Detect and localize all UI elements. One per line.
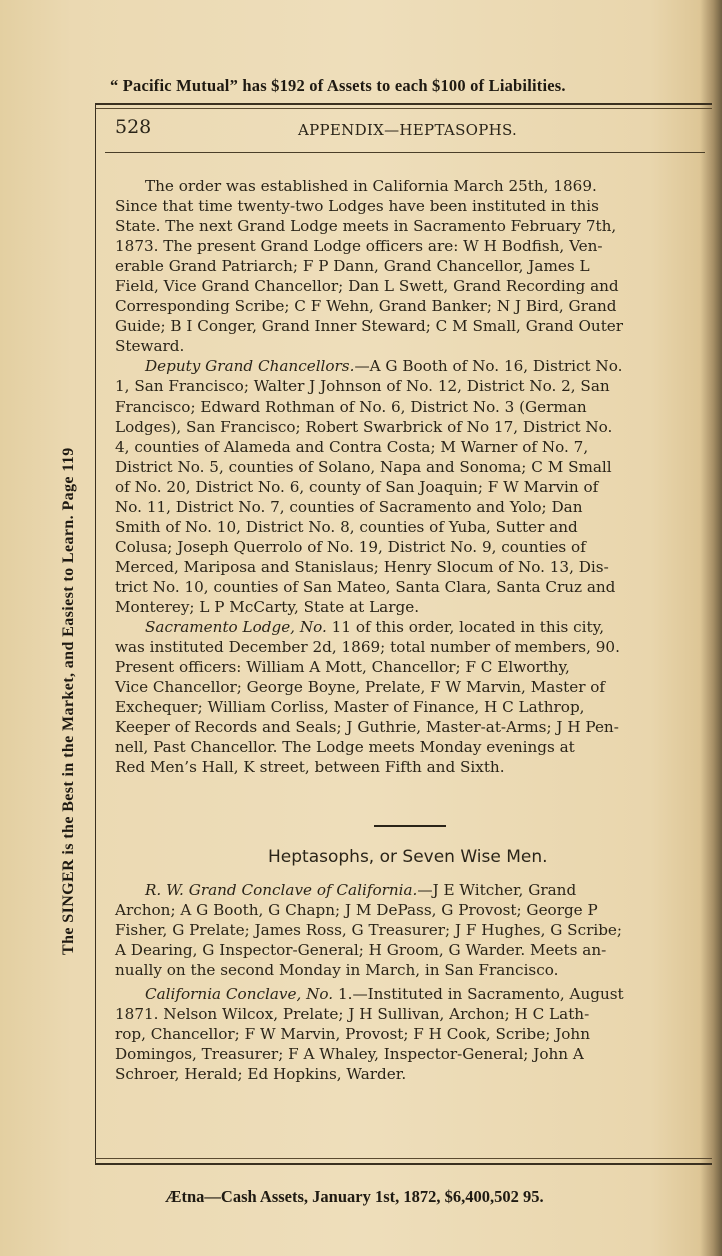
italic-heading: Sacramento Lodge, No. [145,618,327,637]
section-title: Heptasophs, or Seven Wise Men. [268,847,548,867]
text-line: Corresponding Scribe; C F Wehn, Grand Banker; N J Bird, Grand [115,297,617,316]
text-line: State. The next Grand Lodge meets in Sacramento February 7th, [115,217,617,236]
text-line: Since that time twenty-two Lodges have been instituted in this [115,197,599,216]
text-line: Vice Chancellor; George Boyne, Prelate, F W Marvin, Master of [115,678,606,697]
text-line: Red Men’s Hall, K street, between Fifth and Sixth. [115,758,505,777]
frame-left-rule [95,103,96,1163]
main-text [115,176,699,777]
italic-heading: California Conclave, No. [145,985,334,1004]
text-line: Lodges), San Francisco; Robert Swarbrick of No 17, District No. [115,417,613,436]
text-line: Present officers: William A Mott, Chancellor; F C Elworthy, [115,658,570,677]
paragraph-origins [115,176,699,196]
text-line: Smith of No. 10, District No. 8, counties of Yuba, Sutter and [115,517,578,536]
text-line: rop, Chancellor; F W Marvin, Provost; F H Cook, Scribe; John [115,1025,590,1044]
section-text [115,880,699,1084]
text-run: —J E Witcher, Grand [417,881,577,899]
frame-top-rule [95,103,712,105]
text-line: Exchequer; William Corliss, Master of Finance, H C Lathrop, [115,698,585,717]
text-line: 1, San Francisco; Walter J Johnson of No. 12, District No. 2, San [115,377,610,396]
text-run: —A G Booth of No. 16, District No. [354,357,623,376]
text-line: Steward. [115,337,185,356]
text-line: Schroer, Herald; Ed Hopkins, Warder. [115,1065,407,1084]
frame-top-inner-rule [95,108,712,109]
text-line: Domingos, Treasurer; F A Whaley, Inspector-General; John A [115,1045,584,1064]
text-line: Monterey; L P McCarty, State at Large. [115,597,420,616]
text-line: nell, Past Chancellor. The Lodge meets Monday evenings at [115,738,575,757]
text-line: Colusa; Joseph Querrolo of No. 19, District No. 9, counties of [115,537,586,556]
text-line: of No. 20, District No. 6, county of San Joaquin; F W Marvin of [115,477,599,496]
side-advertisement: The SINGER is the Best in the Market, and Easiest to Learn. Page 119 [60,447,77,955]
text-line: Guide; B I Conger, Grand Inner Steward; C M Small, Grand Outer [115,317,624,336]
section-divider [374,825,446,827]
text-line: District No. 5, counties of Solano, Napa and Sonoma; C M Small [115,457,612,476]
page-gutter-shadow [700,0,722,1256]
text-line: The order was established in California March 25th, 1869. [145,177,597,195]
frame-bottom-inner-rule [95,1158,712,1159]
text-line: Merced, Mariposa and Stanislaus; Henry Slocum of No. 13, Dis- [115,557,609,576]
text-line: 4, counties of Alameda and Contra Costa; M Warner of No. 7, [115,437,589,456]
bottom-advertisement: Ætna—Cash Assets, January 1st, 1872, $6,400,502 95. [165,1187,544,1206]
text-run: 11 of this order, located in this city, [326,618,605,637]
text-line: Francisco; Edward Rothman of No. 6, District No. 3 (German [115,397,587,416]
text-line: was instituted December 2d, 1869; total number of members, 90. [115,638,620,657]
text-line: No. 11, District No. 7, counties of Sacramento and Yolo; Dan [115,497,583,516]
text-run: 1.—Instituted in Sacramento, August [333,985,624,1004]
italic-heading: R. W. Grand Conclave of California. [145,881,418,899]
text-line: 1873. The present Grand Lodge officers are: W H Bodfish, Ven- [115,237,603,256]
paragraph-sacramento-lead [115,617,699,637]
text-line: Field, Vice Grand Chancellor; Dan L Swett, Grand Recording and [115,277,619,296]
text-line: erable Grand Patriarch; F P Dann, Grand Chancellor, James L [115,257,590,276]
header-rule [105,152,705,153]
paragraph-california-conclave-lead [115,984,699,1004]
text-line: Archon; A G Booth, G Chapn; J M DePass, G Provost; George P [115,901,598,920]
paragraph-deputy-lead [115,356,699,376]
text-line: 1871. Nelson Wilcox, Prelate; J H Sullivan, Archon; H C Lath- [115,1005,590,1024]
text-line: Fisher, G Prelate; James Ross, G Treasurer; J F Hughes, G Scribe; [115,921,623,940]
text-line: Keeper of Records and Seals; J Guthrie, Master-at-Arms; J H Pen- [115,718,619,737]
frame-bottom-rule [95,1163,712,1165]
paragraph-grand-conclave-lead [115,880,699,900]
text-line: nually on the second Monday in March, in San Francisco. [115,961,559,980]
top-advertisement: “ Pacific Mutual” has $192 of Assets to each $100 of Liabilities. [110,76,566,95]
text-line: A Dearing, G Inspector-General; H Groom, G Warder. Meets an- [115,941,607,960]
italic-heading: Deputy Grand Chancellors. [145,357,355,376]
running-head: APPENDIX—HEPTASOPHS. [298,121,518,139]
page-number: 528 [115,116,152,138]
text-line: trict No. 10, counties of San Mateo, Santa Clara, Santa Cruz and [115,577,616,596]
